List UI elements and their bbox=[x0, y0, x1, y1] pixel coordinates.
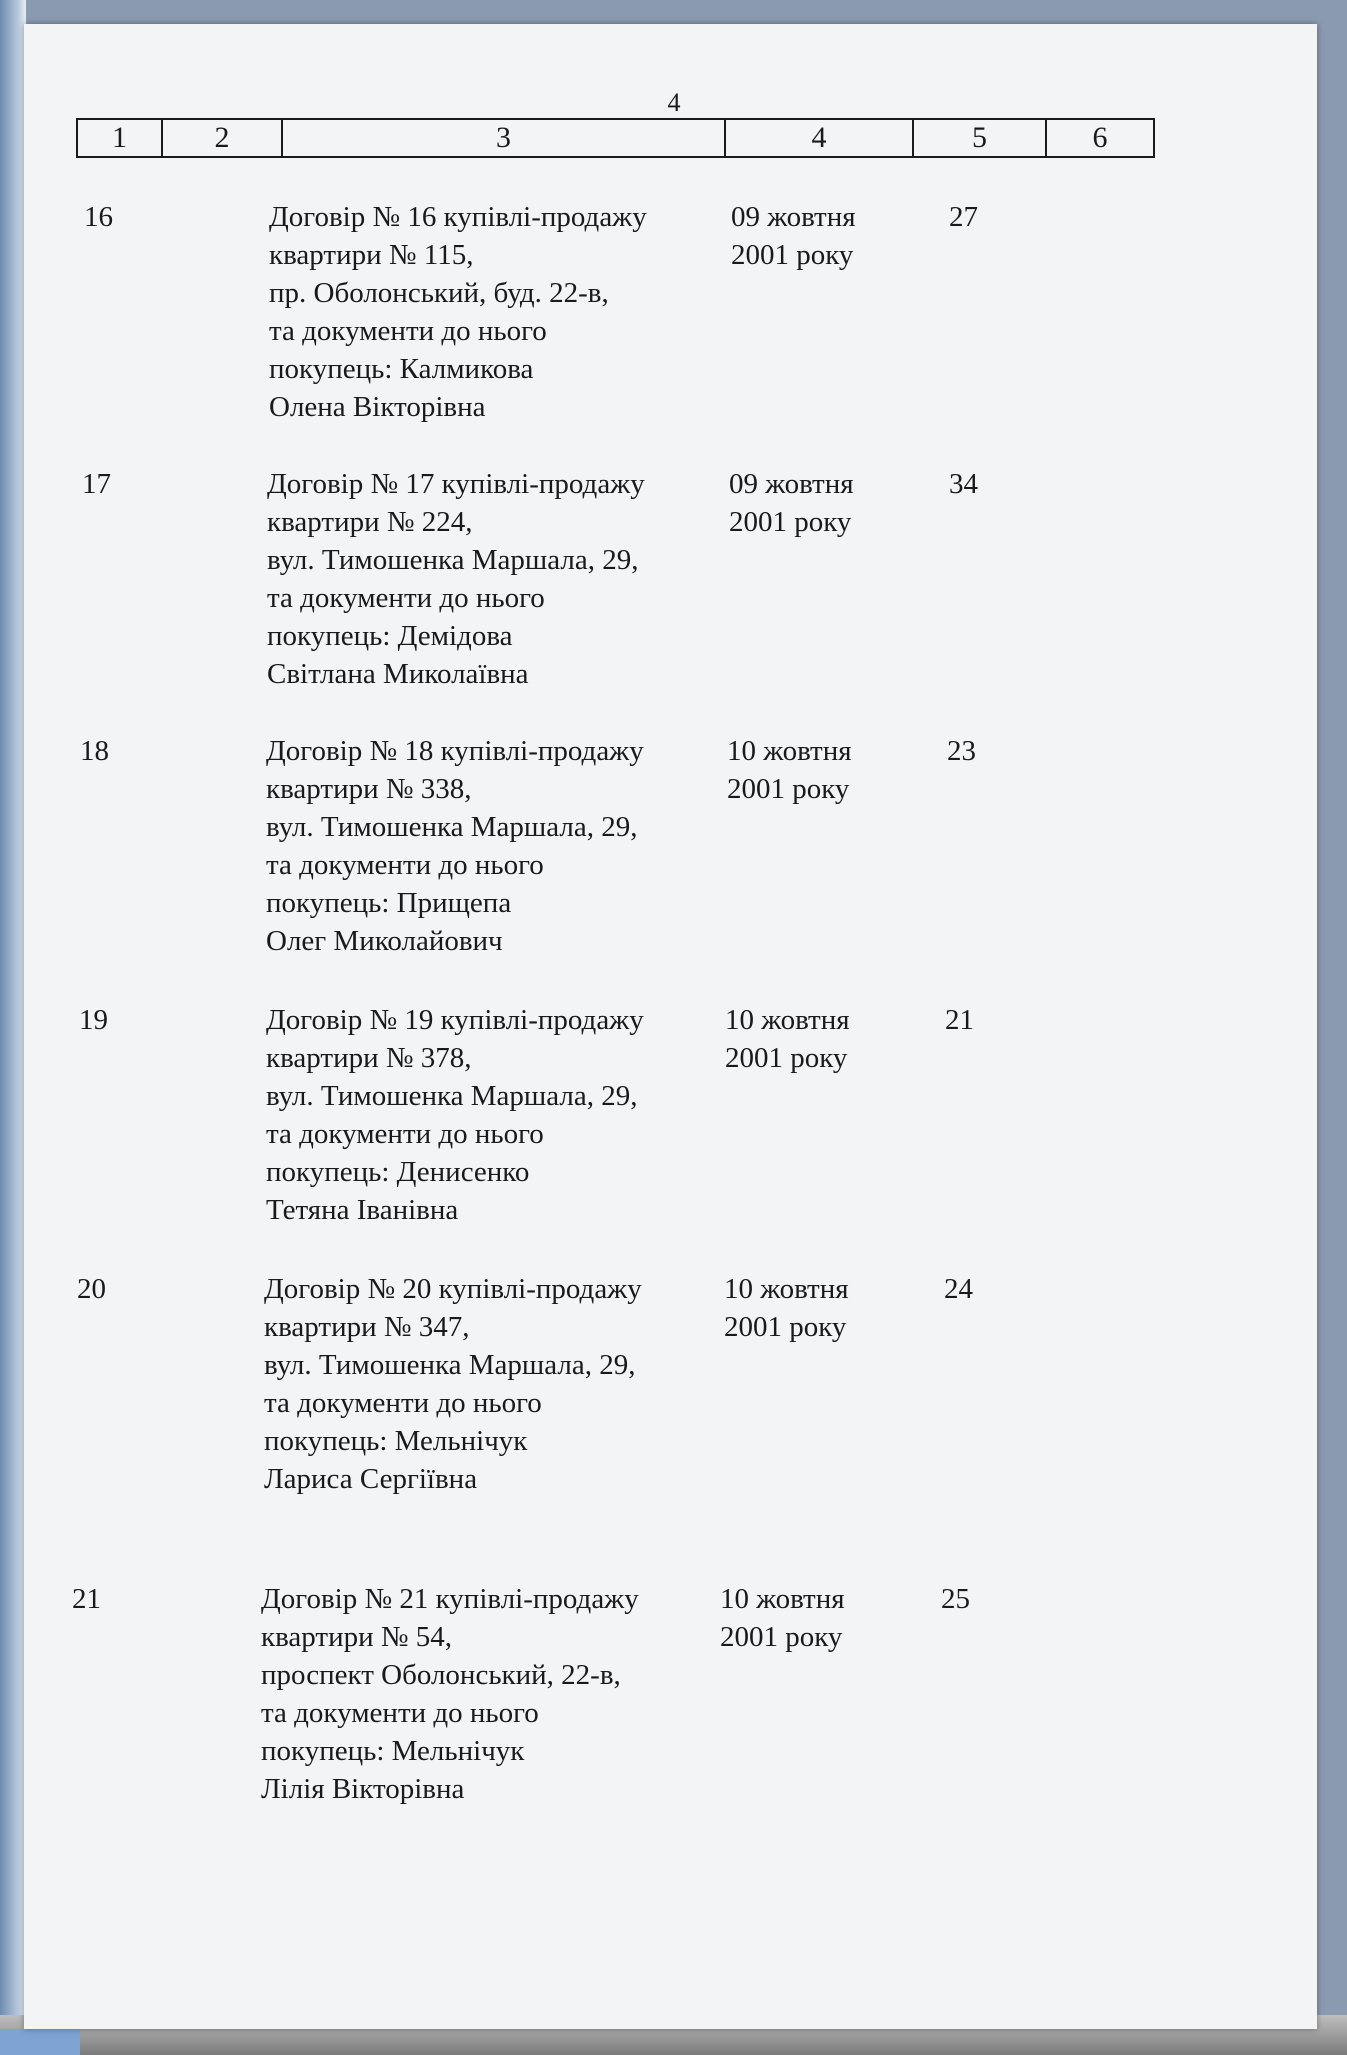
entry-number: 18 bbox=[80, 735, 109, 767]
description-line: покупець: Демідова bbox=[267, 620, 513, 652]
entry-date bbox=[729, 465, 929, 541]
entry-page-count: 23 bbox=[947, 735, 976, 767]
binder-spine bbox=[0, 0, 26, 2055]
entry-page-count: 25 bbox=[941, 1583, 970, 1615]
description-line: Договір № 19 купівлі-продажу bbox=[266, 1004, 644, 1036]
description-line: покупець: Денисенко bbox=[266, 1156, 530, 1188]
description-line: покупець: Мельнічук bbox=[261, 1735, 525, 1767]
entry-page-count: 21 bbox=[945, 1004, 974, 1036]
description-line: Лілія Вікторівна bbox=[261, 1773, 465, 1805]
bookmark-ribbon bbox=[0, 2029, 80, 2055]
description-line: покупець: Калмикова bbox=[269, 353, 534, 385]
entry-date bbox=[724, 1270, 924, 1346]
column-header-6: 6 bbox=[1046, 119, 1154, 157]
description-line: квартири № 347, bbox=[264, 1311, 470, 1343]
description-line: та документи до нього bbox=[266, 1118, 544, 1150]
description-line: Договір № 20 купівлі-продажу bbox=[264, 1273, 642, 1305]
description-line: Лариса Сергіївна bbox=[264, 1463, 478, 1495]
entry-page-count: 27 bbox=[949, 201, 978, 233]
date-line: 2001 року bbox=[720, 1621, 843, 1653]
entry-date bbox=[727, 732, 927, 808]
description-line: Олег Миколайович bbox=[266, 925, 503, 957]
entry-date bbox=[731, 198, 931, 274]
column-header-table bbox=[76, 118, 1155, 158]
entry-page-count: 24 bbox=[944, 1273, 973, 1305]
description-line: квартири № 224, bbox=[267, 506, 473, 538]
description-line: та документи до нього bbox=[264, 1387, 542, 1419]
description-line: вул. Тимошенка Маршала, 29, bbox=[264, 1349, 636, 1381]
date-line: 2001 року bbox=[731, 239, 854, 271]
description-line: та документи до нього bbox=[261, 1697, 539, 1729]
description-line: Договір № 17 купівлі-продажу bbox=[267, 468, 645, 500]
entry-date bbox=[725, 1001, 925, 1077]
document-page bbox=[24, 24, 1317, 2029]
description-line: проспект Оболонський, 22-в, bbox=[261, 1659, 621, 1691]
description-line: Світлана Миколаївна bbox=[267, 658, 529, 690]
description-line: квартири № 115, bbox=[269, 239, 474, 271]
date-line: 10 жовтня bbox=[725, 1004, 850, 1036]
description-line: вул. Тимошенка Маршала, 29, bbox=[266, 1080, 638, 1112]
column-header-1: 1 bbox=[77, 119, 162, 157]
description-line: вул. Тимошенка Маршала, 29, bbox=[266, 811, 638, 843]
description-line: квартири № 378, bbox=[266, 1042, 472, 1074]
entry-description bbox=[267, 465, 727, 693]
column-header-2: 2 bbox=[162, 119, 282, 157]
entry-description bbox=[269, 198, 729, 426]
description-line: Договір № 21 купівлі-продажу bbox=[261, 1583, 639, 1615]
entry-description bbox=[266, 732, 726, 960]
description-line: Договір № 18 купівлі-продажу bbox=[266, 735, 644, 767]
description-line: та документи до нього bbox=[269, 315, 547, 347]
description-line: покупець: Прищепа bbox=[266, 887, 512, 919]
date-line: 2001 року bbox=[727, 773, 850, 805]
description-line: вул. Тимошенка Маршала, 29, bbox=[267, 544, 639, 576]
entry-number: 20 bbox=[77, 1273, 106, 1305]
entry-number: 17 bbox=[82, 468, 111, 500]
description-line: покупець: Мельнічук bbox=[264, 1425, 528, 1457]
date-line: 10 жовтня bbox=[720, 1583, 845, 1615]
description-line: та документи до нього bbox=[267, 582, 545, 614]
entry-number: 19 bbox=[79, 1004, 108, 1036]
column-header-3: 3 bbox=[282, 119, 725, 157]
entry-description bbox=[264, 1270, 724, 1498]
column-header-4: 4 bbox=[725, 119, 913, 157]
description-line: квартири № 338, bbox=[266, 773, 472, 805]
description-line: Договір № 16 купівлі-продажу bbox=[269, 201, 647, 233]
entry-description bbox=[261, 1580, 721, 1808]
description-line: пр. Оболонський, буд. 22-в, bbox=[269, 277, 609, 309]
date-line: 09 жовтня bbox=[729, 468, 854, 500]
date-line: 09 жовтня bbox=[731, 201, 856, 233]
date-line: 2001 року bbox=[729, 506, 852, 538]
date-line: 2001 року bbox=[724, 1311, 847, 1343]
description-line: Тетяна Іванівна bbox=[266, 1194, 459, 1226]
description-line: квартири № 54, bbox=[261, 1621, 453, 1653]
entry-date bbox=[720, 1580, 920, 1656]
description-line: та документи до нього bbox=[266, 849, 544, 881]
date-line: 2001 року bbox=[725, 1042, 848, 1074]
page-number: 4 bbox=[667, 88, 681, 117]
description-line: Олена Вікторівна bbox=[269, 391, 486, 423]
date-line: 10 жовтня bbox=[727, 735, 852, 767]
date-line: 10 жовтня bbox=[724, 1273, 849, 1305]
entry-page-count: 34 bbox=[949, 468, 978, 500]
entry-number: 16 bbox=[84, 201, 113, 233]
entry-number: 21 bbox=[72, 1583, 101, 1615]
entry-description bbox=[266, 1001, 726, 1229]
column-header-5: 5 bbox=[913, 119, 1046, 157]
